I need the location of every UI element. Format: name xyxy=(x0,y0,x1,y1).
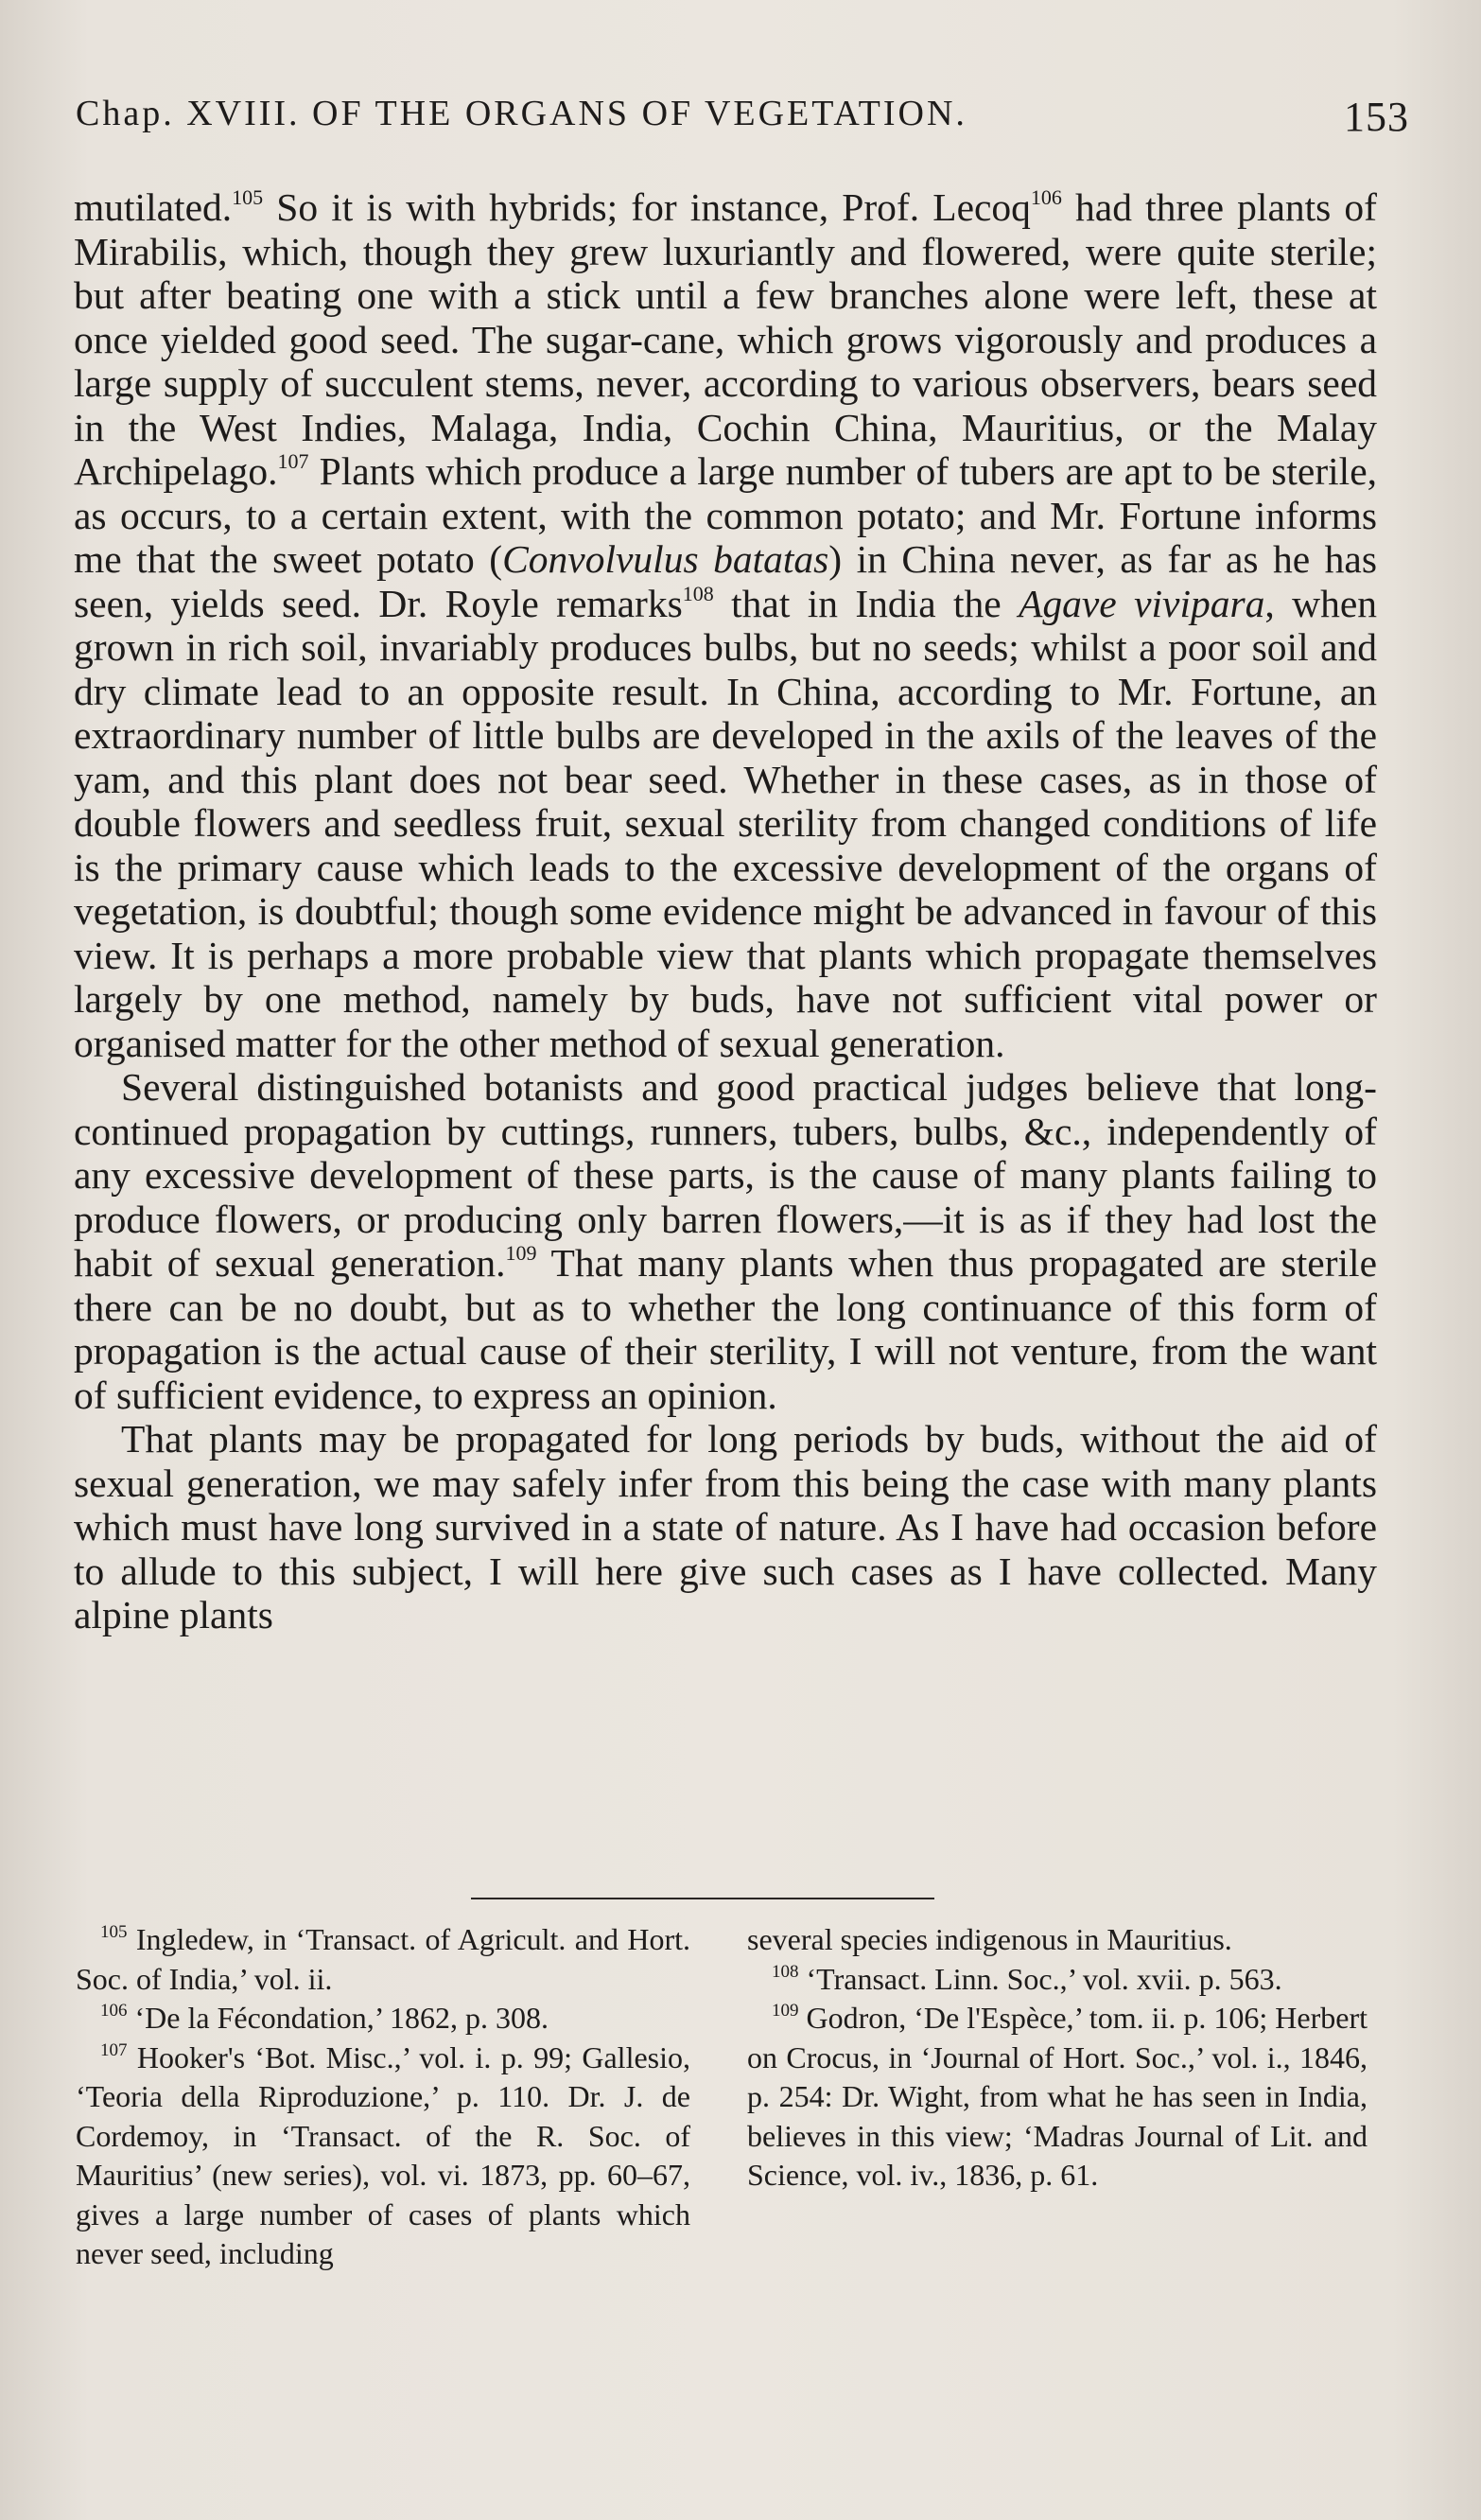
footnote-text: Ingledew, in ‘Transact. of Agricult. and Hort. Soc. of India,’ vol. ii. xyxy=(76,1922,690,1996)
italic-term: Convolvulus batatas xyxy=(502,537,829,581)
paragraph-2 xyxy=(74,1065,1377,1417)
text-run: had three plants of Mirabilis, which, though they grew luxuriantly and flowered, were quite sterile; but after beating one with a stick until a few branches alone were left, these at once yielded good seed. The sugar-cane, which grows vigorously and produces a large supply of succulent stems, never, according to various observers, bears seed in the West Indies, Malaga, India, Cochin China, Mauritius, or the Malay Archipelago. xyxy=(74,185,1377,493)
text-run: That many plants when thus propagated are sterile there can be no doubt, but as to whether the long continuance of this form of propagation is the actual cause of their sterility, I will not venture, from the want of sufficient evidence, to express an opinion. xyxy=(74,1241,1377,1417)
text-run: So it is with hybrids; for instance, Prof. Lecoq xyxy=(263,185,1031,229)
footnote-divider xyxy=(471,1898,934,1899)
footnote-ref-106: 106 xyxy=(1030,185,1062,209)
text-run: , when grown in rich soil, invariably produces bulbs, but no seeds; whilst a poor soil and dry climate lead to an opposite result. In China, according to Mr. Fortune, an extraordinary number of little bulbs are developed in the axils of the leaves of the yam, and this plant does not bear seed. Whether in these cases, as in those of double flowers and seedless fruit, sexual sterility from changed conditions of life is the primary cause which leads to the excessive development of the organs of vegetation, is doubtful; though some evidence might be advanced in favour of this view. It is perhaps a more probable view that plants which propagate themselves largely by one method, namely by buds, have not sufficient vital power or organised matter for the other method of sexual generation. xyxy=(74,581,1377,1065)
footnote-ref-105: 105 xyxy=(232,185,264,209)
footnote-number: 107 xyxy=(100,2039,128,2060)
footnote-number: 106 xyxy=(100,2001,128,2021)
footnote-109 xyxy=(747,1999,1368,2196)
page-number: 153 xyxy=(1344,94,1409,140)
text-run: Several distinguished botanists and good practical judges believe that long-continued propagation by cuttings, runners, tubers, bulbs, &c., independently of any excessive development of these parts, is the cause of many plants failing to produce flowers, or producing only barren flowers,—it is as if they had lost the habit of sexual generation. xyxy=(74,1065,1377,1285)
footnote-text: ‘Transact. Linn. Soc.,’ vol. xvii. p. 563. xyxy=(798,1961,1282,1996)
text-run: ) in China never, as far as he has seen, yields seed. Dr. Royle remarks xyxy=(74,537,1377,625)
running-head xyxy=(76,93,1409,149)
footnote-text: several species indigenous in Mauritius. xyxy=(747,1922,1232,1956)
italic-term: Agave vivipara xyxy=(1019,581,1265,625)
footnote-106 xyxy=(76,1999,690,2039)
footnote-number: 108 xyxy=(772,1961,799,1982)
footnote-text: ‘De la Fécondation,’ 1862, p. 308. xyxy=(127,2001,549,2035)
footnote-107-continued xyxy=(747,1920,1368,1960)
footnote-text: Hooker's ‘Bot. Misc.,’ vol. i. p. 99; Gallesio, ‘Teoria della Riproduzione,’ p. 110. Dr. J. de Cordemoy, in ‘Transact. of the R. Soc. of Mauritius’ (new series), vol. vi. 1873, pp. 60–67, gives a large number of cases of plants which never seed, including xyxy=(76,2039,690,2270)
paragraph-1 xyxy=(74,185,1377,1065)
text-run: mutilated. xyxy=(74,185,233,229)
footnote-number: 109 xyxy=(772,2001,799,2021)
paragraph-3 xyxy=(74,1417,1377,1637)
footnote-108 xyxy=(747,1960,1368,2000)
footnotes-left-column xyxy=(76,1920,690,2274)
footnote-107 xyxy=(76,2039,690,2274)
footnotes-right-column xyxy=(747,1920,1368,2196)
footnote-ref-108: 108 xyxy=(682,581,714,605)
footnote-ref-109: 109 xyxy=(505,1241,537,1265)
text-run: That plants may be propagated for long periods by buds, without the aid of sexual generation, we may safely infer from this being the case with many plants which must have long survived in a state of nature. As I have had occasion before to allude to this subject, I will here give such cases as I have collected. Many alpine plants xyxy=(74,1417,1377,1636)
footnote-number: 105 xyxy=(100,1922,128,1942)
text-run: that in India the xyxy=(713,581,1019,625)
main-text xyxy=(74,185,1377,1637)
footnote-ref-107: 107 xyxy=(277,449,309,473)
footnote-text: Godron, ‘De l'Espèce,’ tom. ii. p. 106; Herbert on Crocus, in ‘Journal of Hort. Soc.,’ vol. i., 1846, p. 254: Dr. Wight, from what he has seen in India, believes in this view; ‘Madras Journal of Lit. and Science, vol. iv., 1836, p. 61. xyxy=(747,2001,1368,2192)
text-run: Plants which produce a large number of tubers are apt to be sterile, as occurs, to a certain extent, with the common potato; and Mr. Fortune informs me that the sweet potato ( xyxy=(74,449,1377,581)
chapter-title: Chap. XVIII. OF THE ORGANS OF VEGETATION. xyxy=(76,94,967,133)
footnote-105 xyxy=(76,1920,690,1999)
